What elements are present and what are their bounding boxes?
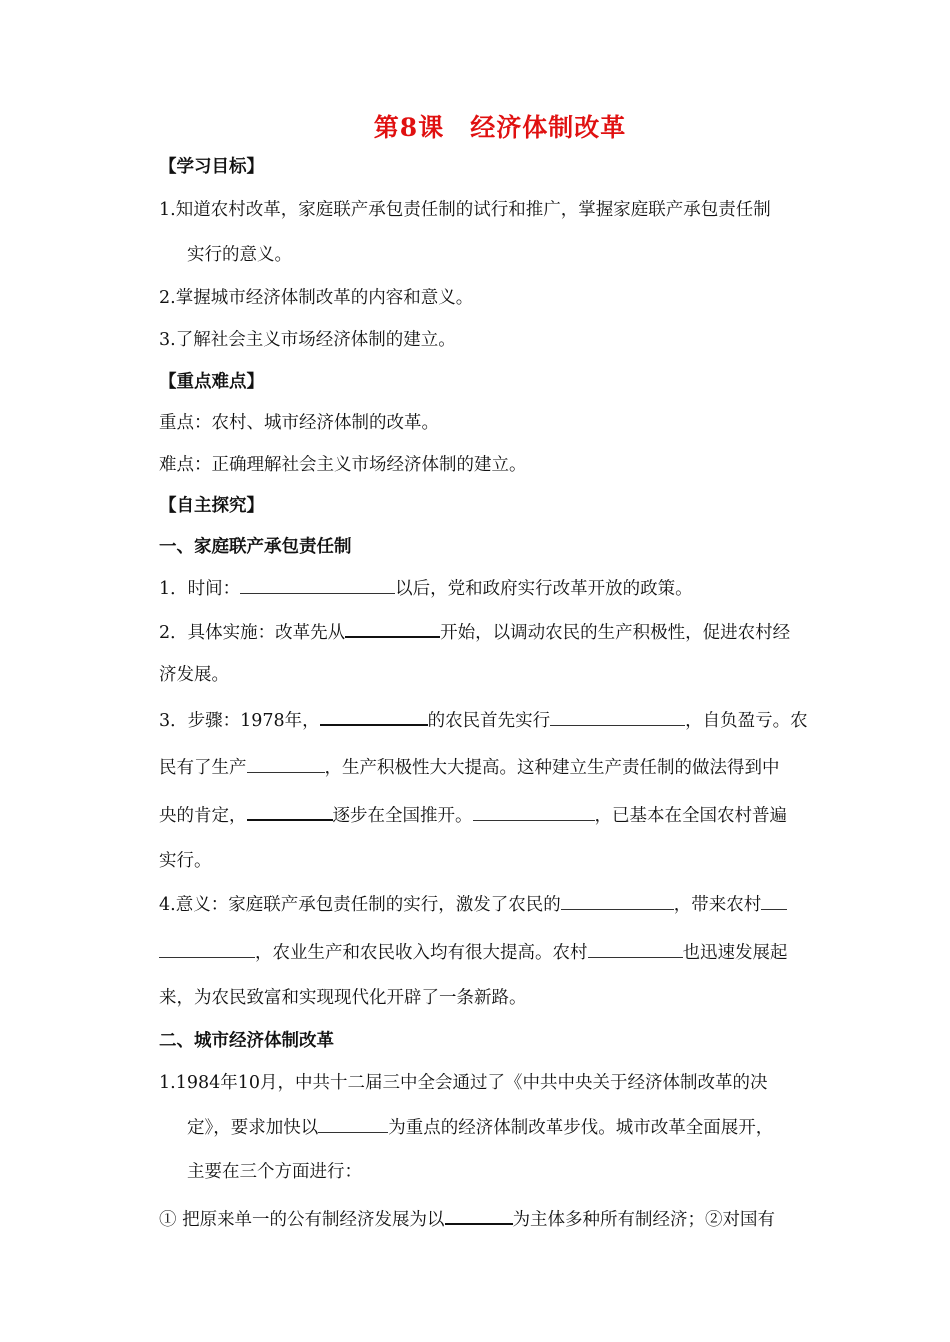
fill-blank[interactable] [445, 1206, 513, 1225]
text: ，自负盈亏。农 [685, 711, 808, 731]
text: 1．时间： [159, 579, 241, 599]
fill-blank[interactable] [588, 940, 683, 958]
lesson-title: 第8课 经济体制改革 [373, 113, 627, 142]
fill-blank[interactable] [159, 940, 255, 958]
urban-reform-1-cont [187, 1115, 773, 1140]
question-significance-line3: 来，为农民致富和实现现代化开辟了一条新路。 [159, 988, 527, 1008]
objective-3: 3.了解社会主义市场经济体制的建立。 [159, 330, 456, 350]
question-implementation [159, 619, 790, 645]
text: 4.意义：家庭联产承包责任制的实行，激发了农民的 [159, 895, 561, 915]
text: 开始，以调动农民的生产积极性，促进农村经 [440, 623, 791, 643]
objective-2: 2.掌握城市经济体制改革的内容和意义。 [159, 288, 474, 308]
text: 2．具体实施：改革先从 [159, 623, 346, 643]
text: ，已基本在全国农村普遍 [594, 806, 787, 826]
fill-blank[interactable] [247, 802, 333, 821]
text: 3．步骤：1978年， [159, 711, 320, 731]
text: 央的肯定， [159, 806, 247, 826]
text: ，农业生产和农民收入均有很大提高。农村 [255, 943, 588, 963]
objective-1-cont: 实行的意义。 [187, 245, 292, 265]
text: 以后，党和政府实行改革开放的政策。 [395, 579, 693, 599]
fill-blank[interactable] [240, 576, 395, 594]
part2-heading: 二、城市经济体制改革 [159, 1031, 334, 1051]
question-time [159, 576, 693, 601]
section-keypoints: 【重点难点】 [159, 372, 264, 392]
question-significance [159, 892, 787, 917]
fill-blank[interactable] [345, 619, 440, 638]
section-explore: 【自主探究】 [159, 496, 264, 516]
text: ，带来农村 [673, 895, 762, 915]
fill-blank[interactable] [761, 892, 787, 910]
section-objectives: 【学习目标】 [159, 157, 264, 177]
question-steps [159, 707, 808, 733]
text: 逐步在全国推开。 [332, 806, 473, 826]
question-steps-line2 [159, 755, 780, 780]
urban-reform-aspects [159, 1206, 775, 1232]
question-implementation-cont: 济发展。 [159, 665, 229, 685]
part1-heading: 一、家庭联产承包责任制 [159, 537, 352, 557]
fill-blank[interactable] [550, 708, 685, 726]
text: 也迅速发展起 [682, 943, 788, 963]
text: ，生产积极性大大提高。这种建立生产责任制的做法得到中 [324, 758, 780, 778]
fill-blank[interactable] [247, 755, 325, 773]
text: 定》，要求加快以 [187, 1118, 319, 1138]
key-point: 重点：农村、城市经济体制的改革。 [159, 413, 439, 433]
urban-reform-1-cont2: 主要在三个方面进行： [187, 1162, 362, 1182]
question-steps-line3 [159, 802, 787, 828]
difficult-point: 难点：正确理解社会主义市场经济体制的建立。 [159, 455, 527, 475]
text: ① 把原来单一的公有制经济发展为以 [159, 1210, 445, 1230]
objective-1: 1.知道农村改革，家庭联产承包责任制的试行和推广，掌握家庭联产承包责任制 [159, 200, 771, 220]
text: 为主体多种所有制经济；②对国有 [512, 1210, 776, 1230]
text: 的农民首先实行 [427, 711, 551, 731]
urban-reform-1: 1.1984年10月，中共十二届三中全会通过了《中共中央关于经济体制改革的决 [159, 1073, 768, 1093]
question-steps-line4: 实行。 [159, 851, 212, 871]
fill-blank[interactable] [561, 892, 674, 910]
fill-blank[interactable] [320, 707, 428, 726]
question-significance-line2 [159, 940, 788, 965]
fill-blank[interactable] [318, 1115, 388, 1133]
text: 为重点的经济体制改革步伐。城市改革全面展开， [388, 1118, 774, 1138]
fill-blank[interactable] [473, 803, 595, 821]
text: 民有了生产 [159, 758, 247, 778]
